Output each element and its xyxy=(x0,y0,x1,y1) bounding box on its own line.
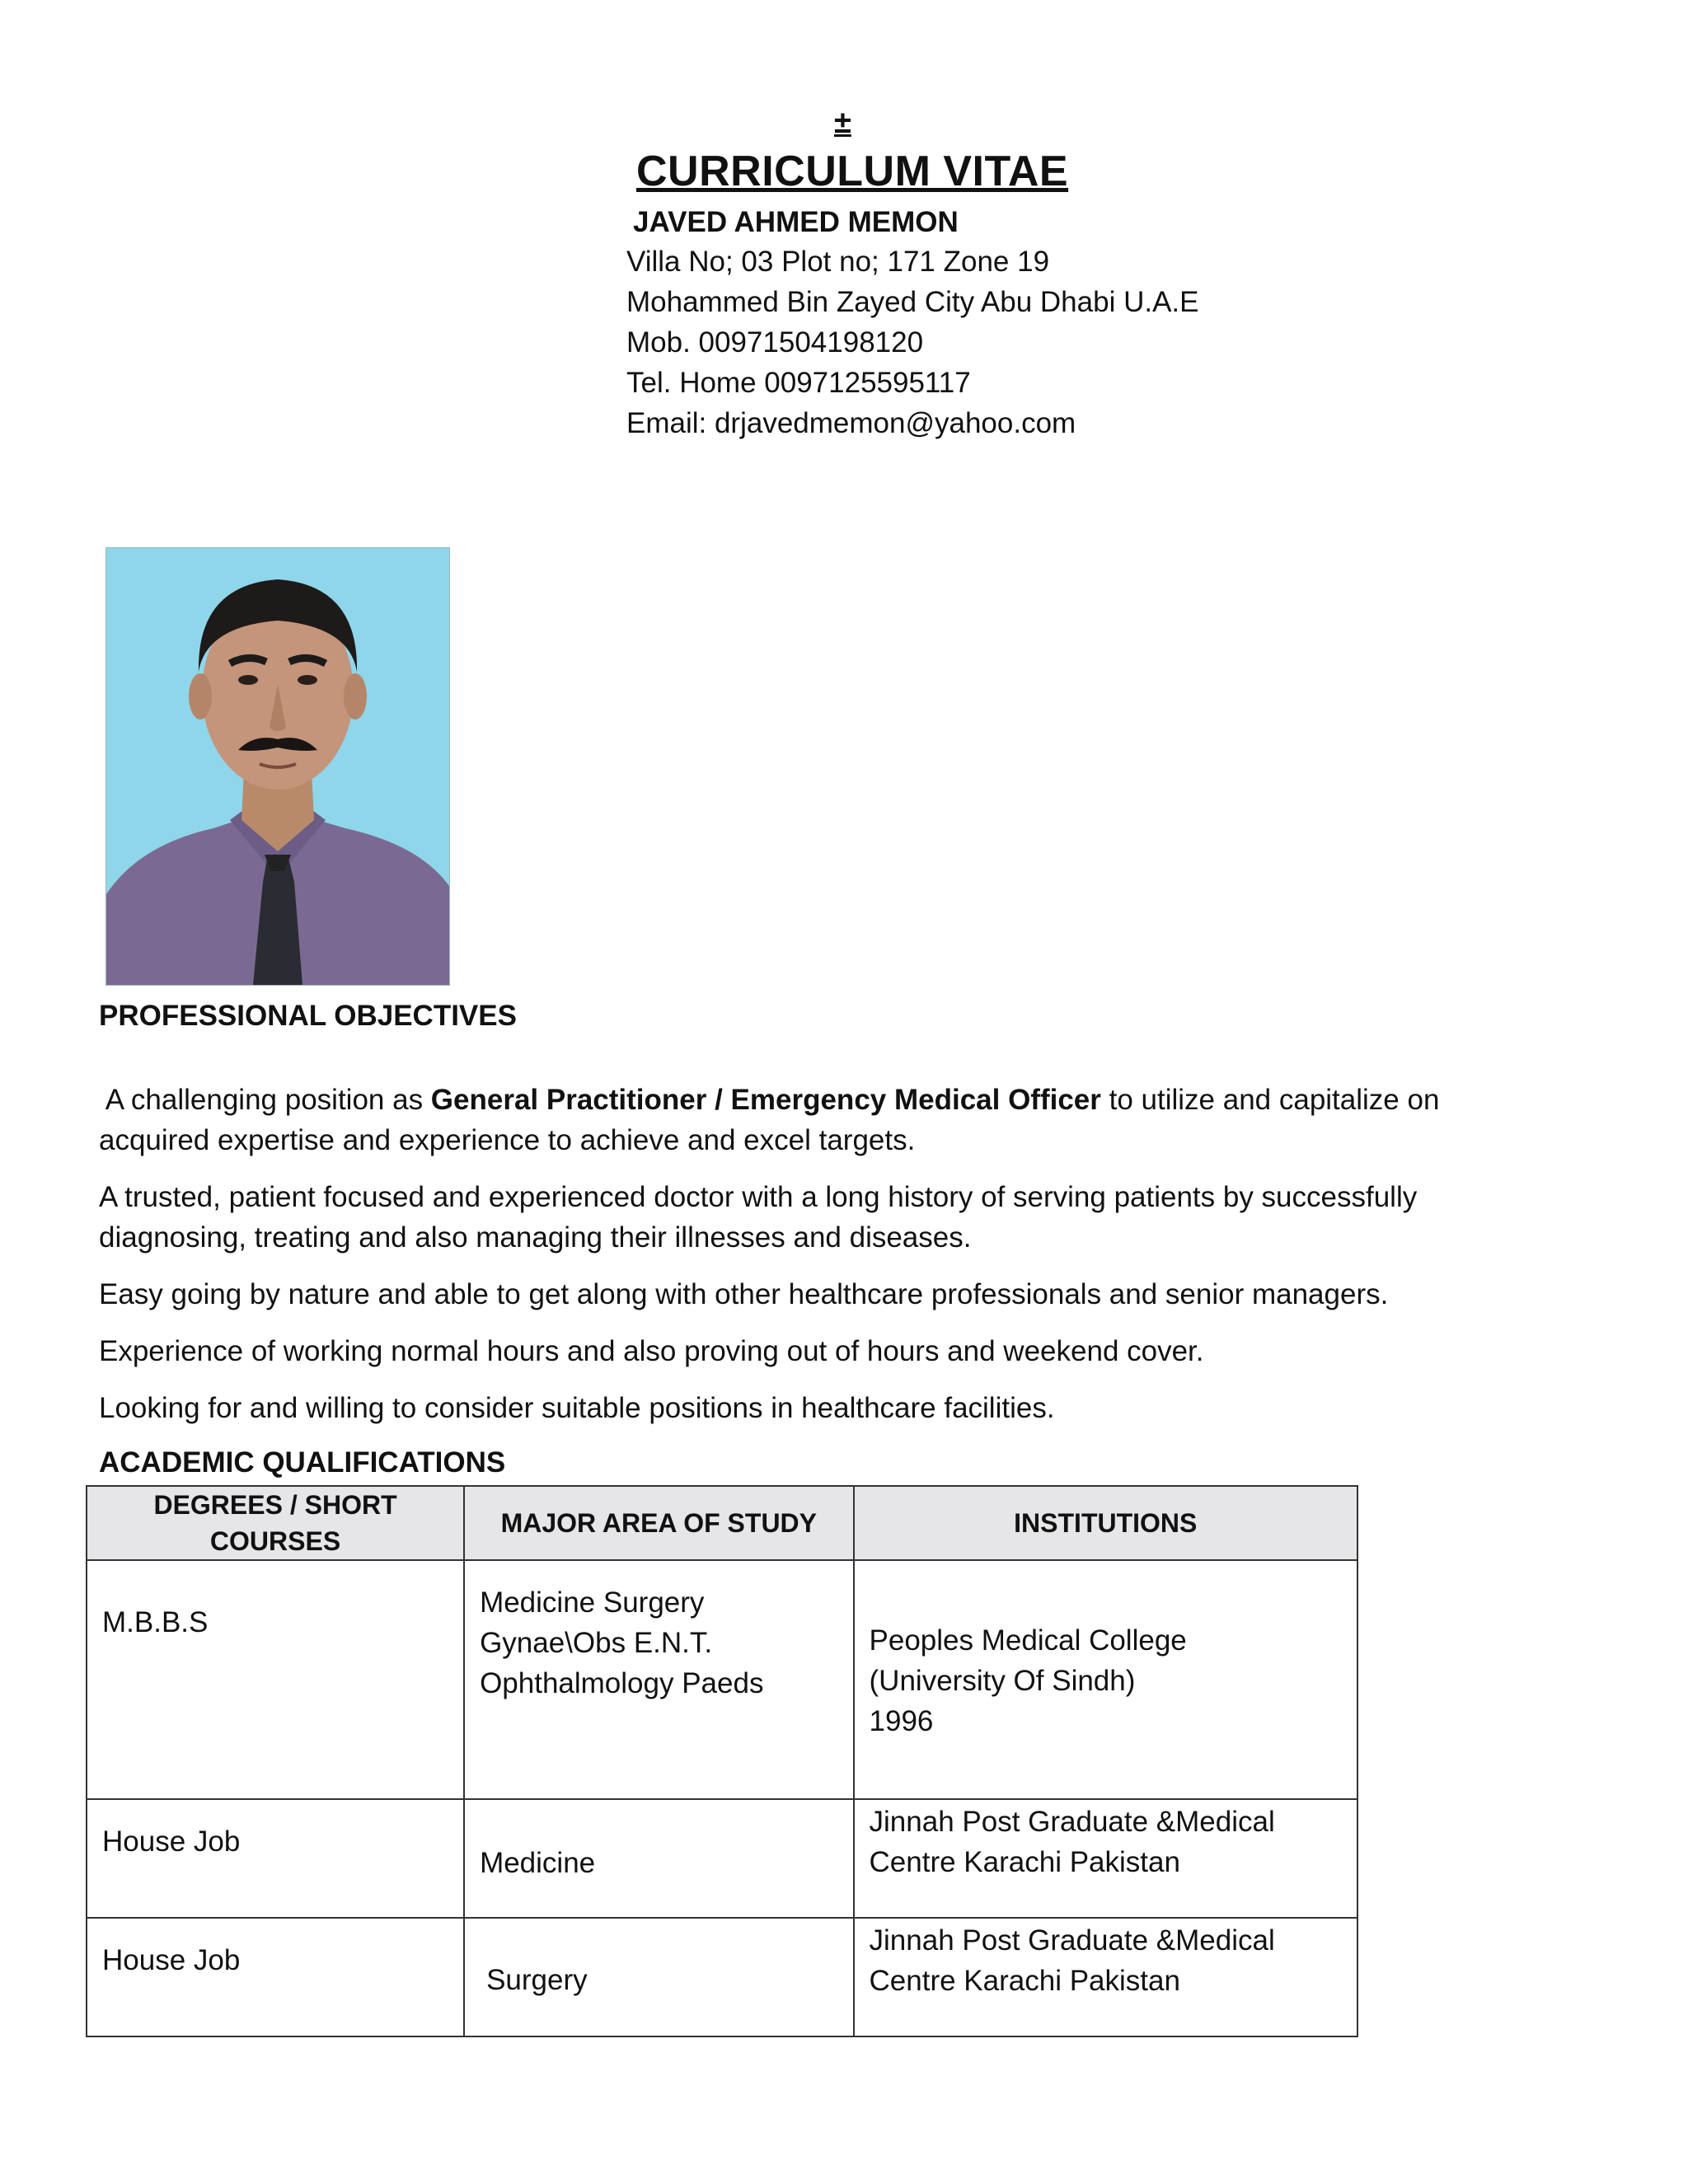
qualifications-table xyxy=(86,1485,1358,2037)
degree-cell xyxy=(87,1560,464,1799)
address-line: Villa No; 03 Plot no; 171 Zone 19 xyxy=(626,246,1050,278)
address-line: Mohammed Bin Zayed City Abu Dhabi U.A.E xyxy=(626,286,1199,318)
institution-line: Jinnah Post Graduate &Medical xyxy=(869,1924,1275,1957)
home-phone: Tel. Home 0097125595117 xyxy=(626,367,971,399)
area-cell xyxy=(464,1560,853,1799)
table-header-row xyxy=(87,1486,1357,1560)
degree-text: M.B.B.S xyxy=(102,1606,209,1638)
degree-text: House Job xyxy=(102,1825,241,1858)
area-line: Medicine xyxy=(480,1847,596,1879)
institution-line: Centre Karachi Pakistan xyxy=(869,1846,1180,1878)
institution-line: (University Of Sindh) xyxy=(869,1665,1136,1697)
area-line: Medicine Surgery xyxy=(480,1586,705,1619)
institution-cell xyxy=(854,1560,1357,1799)
objective-paragraph: Easy going by nature and able to get along with other healthcare professionals and senior managers. xyxy=(99,1278,1389,1310)
target-position: General Practitioner / Emergency Medical Officer xyxy=(430,1084,1101,1116)
profile-photo xyxy=(106,547,450,986)
area-cell xyxy=(464,1918,853,2036)
qualifications-heading: ACADEMIC QUALIFICATIONS xyxy=(99,1446,506,1479)
column-header: MAJOR AREA OF STUDY xyxy=(464,1486,853,1560)
objectives-heading: PROFESSIONAL OBJECTIVES xyxy=(99,1000,517,1032)
objective-paragraph: Experience of working normal hours and also proving out of hours and weekend cover. xyxy=(99,1335,1204,1367)
institution-line: Peoples Medical College xyxy=(869,1624,1187,1657)
column-header: DEGREES / SHORT COURSES xyxy=(87,1486,464,1560)
institution-line: Jinnah Post Graduate &Medical xyxy=(869,1806,1275,1838)
institution-cell xyxy=(854,1918,1357,2036)
objective-text: A challenging position as xyxy=(99,1084,431,1116)
institution-cell xyxy=(854,1799,1357,1918)
objective-paragraph xyxy=(99,1080,1517,1160)
degree-text: House Job xyxy=(102,1944,241,1976)
area-line: Gynae\Obs E.N.T. xyxy=(480,1627,713,1659)
area-line: Ophthalmology Paeds xyxy=(480,1667,764,1699)
table-row xyxy=(87,1560,1357,1799)
table-row xyxy=(87,1918,1357,2036)
area-cell xyxy=(464,1799,853,1918)
email-address: Email: drjavedmemon@yahoo.com xyxy=(626,407,1076,439)
institution-line: 1996 xyxy=(869,1705,934,1737)
objective-text: to utilize and capitalize on acquired expertise and experience to achieve and excel targets. xyxy=(99,1084,1440,1156)
degree-cell xyxy=(87,1918,464,2036)
column-header: INSTITUTIONS xyxy=(854,1486,1357,1560)
header-mark: ± xyxy=(834,105,851,140)
degree-cell xyxy=(87,1799,464,1918)
objective-paragraph: Looking for and willing to consider suitable positions in healthcare facilities. xyxy=(99,1392,1055,1424)
portrait-illustration xyxy=(106,548,449,985)
institution-line: Centre Karachi Pakistan xyxy=(869,1965,1180,1997)
mobile-number: Mob. 00971504198120 xyxy=(626,326,924,359)
candidate-name: JAVED AHMED MEMON xyxy=(633,206,959,238)
objective-paragraph: A trusted, patient focused and experienced doctor with a long history of serving patients by successfully diagnosing, treating and also managing their illnesses and diseases. xyxy=(99,1181,1418,1254)
page-title: CURRICULUM VITAE xyxy=(636,148,1069,195)
table-row xyxy=(87,1799,1357,1918)
area-line: Surgery xyxy=(486,1964,588,1996)
